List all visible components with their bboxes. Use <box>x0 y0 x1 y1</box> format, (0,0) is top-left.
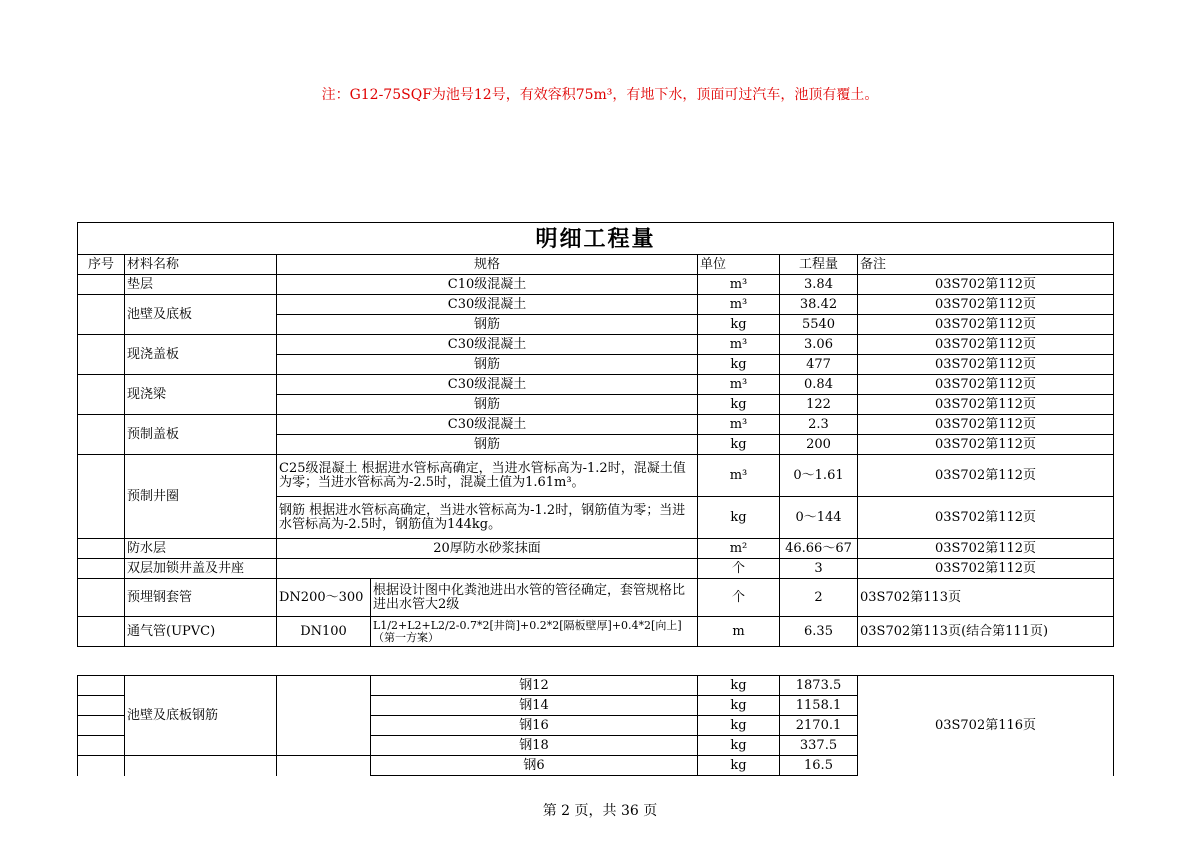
row-material: 池壁及底板 <box>125 295 277 335</box>
row-material: 垫层 <box>125 275 277 295</box>
row-unit: 个 <box>698 559 780 579</box>
table-row <box>78 415 1114 435</box>
row-unit: kg <box>698 756 780 776</box>
row-spec: 钢6 <box>371 756 698 776</box>
row-remark: 03S702第112页 <box>858 455 1114 497</box>
row-unit: kg <box>698 355 780 375</box>
row-qty: 2 <box>780 579 858 617</box>
table-row <box>78 375 1114 395</box>
row-spec: C30级混凝土 <box>277 415 698 435</box>
row-material: 通气管(UPVC) <box>125 617 277 647</box>
row-no <box>78 415 125 455</box>
row-no <box>78 559 125 579</box>
row-qty: 0～144 <box>780 497 858 539</box>
row-no <box>78 617 125 647</box>
rebar-table <box>77 675 1114 776</box>
table-row <box>78 275 1114 295</box>
row-qty: 3 <box>780 559 858 579</box>
row-qty: 2.3 <box>780 415 858 435</box>
row-spec: C30级混凝土 <box>277 295 698 315</box>
row-spec: 钢筋 <box>277 315 698 335</box>
row-spec: 钢14 <box>371 696 698 716</box>
row-unit: kg <box>698 696 780 716</box>
header-spec: 规格 <box>277 255 698 275</box>
row-no <box>78 335 125 375</box>
row-unit: kg <box>698 736 780 756</box>
row-unit: kg <box>698 435 780 455</box>
row-unit: m <box>698 617 780 647</box>
row-unit: kg <box>698 497 780 539</box>
row-unit: kg <box>698 315 780 335</box>
row-no <box>78 696 125 716</box>
table-row <box>78 539 1114 559</box>
row-no <box>78 275 125 295</box>
row-remark: 03S702第112页 <box>858 275 1114 295</box>
row-no <box>78 539 125 559</box>
row-remark: 03S702第112页 <box>858 315 1114 335</box>
row-remark: 03S702第112页 <box>858 415 1114 435</box>
row-material: 池壁及底板钢筋 <box>125 676 277 756</box>
row-unit: kg <box>698 716 780 736</box>
row-material: 预制盖板 <box>125 415 277 455</box>
row-no <box>78 295 125 335</box>
table-title: 明细工程量 <box>78 223 1114 255</box>
header-unit: 单位 <box>698 255 780 275</box>
row-qty: 5540 <box>780 315 858 335</box>
table-row <box>78 579 1114 617</box>
row-unit: m³ <box>698 375 780 395</box>
row-remark: 03S702第112页 <box>858 559 1114 579</box>
row-material: 预制井圈 <box>125 455 277 539</box>
row-remark: 03S702第113页(结合第111页) <box>858 617 1114 647</box>
row-spec-size <box>277 676 371 756</box>
row-spec-detail: L1/2+L2+L2/2-0.7*2[井筒]+0.2*2[隔板壁厚]+0.4*2[向上]（第一方案） <box>371 617 698 647</box>
row-spec: 钢筋 <box>277 435 698 455</box>
row-remark: 03S702第112页 <box>858 355 1114 375</box>
header-material: 材料名称 <box>125 255 277 275</box>
row-unit: m² <box>698 539 780 559</box>
row-spec-size <box>277 756 371 776</box>
row-spec: C30级混凝土 <box>277 335 698 355</box>
row-no <box>78 455 125 539</box>
row-spec-size: DN200～300 <box>277 579 371 617</box>
row-spec: 钢筋 <box>277 355 698 375</box>
row-unit: 个 <box>698 579 780 617</box>
header-qty: 工程量 <box>780 255 858 275</box>
row-remark: 03S702第112页 <box>858 539 1114 559</box>
row-unit: kg <box>698 395 780 415</box>
row-spec-detail: 根据设计图中化粪池进出水管的管径确定，套管规格比进出水管大2级 <box>371 579 698 617</box>
row-unit: m³ <box>698 295 780 315</box>
row-qty: 2170.1 <box>780 716 858 736</box>
table-row <box>78 335 1114 355</box>
detail-quantity-table <box>77 222 1114 647</box>
row-qty: 3.84 <box>780 275 858 295</box>
row-qty: 200 <box>780 435 858 455</box>
row-remark: 03S702第116页 <box>858 676 1114 776</box>
row-remark: 03S702第112页 <box>858 295 1114 315</box>
header-no: 序号 <box>78 255 125 275</box>
row-material: 现浇盖板 <box>125 335 277 375</box>
row-no <box>78 756 125 776</box>
row-material <box>125 756 277 776</box>
header-remark: 备注 <box>858 255 1114 275</box>
row-spec: C10级混凝土 <box>277 275 698 295</box>
row-remark: 03S702第112页 <box>858 497 1114 539</box>
row-remark: 03S702第112页 <box>858 395 1114 415</box>
row-unit: m³ <box>698 275 780 295</box>
table-row <box>78 455 1114 497</box>
row-material: 双层加锁井盖及井座 <box>125 559 277 579</box>
row-no <box>78 716 125 736</box>
row-qty: 46.66～67 <box>780 539 858 559</box>
row-qty: 3.06 <box>780 335 858 355</box>
row-material: 预埋钢套管 <box>125 579 277 617</box>
row-qty: 38.42 <box>780 295 858 315</box>
row-qty: 337.5 <box>780 736 858 756</box>
table-row <box>78 617 1114 647</box>
row-unit: kg <box>698 676 780 696</box>
row-remark: 03S702第113页 <box>858 579 1114 617</box>
row-spec: 钢16 <box>371 716 698 736</box>
row-spec: 钢12 <box>371 676 698 696</box>
row-no <box>78 676 125 696</box>
row-spec: C25级混凝土 根据进水管标高确定，当进水管标高为-1.2时，混凝土值为零；当进水管标高为-2.5时，混凝土值为1.61m³。 <box>277 455 698 497</box>
row-spec <box>277 559 698 579</box>
table-row <box>78 295 1114 315</box>
row-remark: 03S702第112页 <box>858 435 1114 455</box>
table-row <box>78 676 1114 696</box>
row-material: 防水层 <box>125 539 277 559</box>
page-footer: 第 2 页，共 36 页 <box>542 803 658 819</box>
row-qty: 0～1.61 <box>780 455 858 497</box>
table-row <box>78 559 1114 579</box>
row-no <box>78 375 125 415</box>
row-spec: 20厚防水砂浆抹面 <box>277 539 698 559</box>
row-qty: 6.35 <box>780 617 858 647</box>
row-qty: 122 <box>780 395 858 415</box>
header-row <box>78 255 1114 275</box>
row-qty: 477 <box>780 355 858 375</box>
row-qty: 16.5 <box>780 756 858 776</box>
row-spec: 钢18 <box>371 736 698 756</box>
row-remark: 03S702第112页 <box>858 335 1114 355</box>
row-qty: 1158.1 <box>780 696 858 716</box>
row-spec-size: DN100 <box>277 617 371 647</box>
row-unit: m³ <box>698 455 780 497</box>
note-text: 注：G12-75SQF为池号12号，有效容积75m³，有地下水，顶面可过汽车，池顶有覆土。 <box>321 87 879 103</box>
row-qty: 0.84 <box>780 375 858 395</box>
row-qty: 1873.5 <box>780 676 858 696</box>
row-unit: m³ <box>698 415 780 435</box>
row-unit: m³ <box>698 335 780 355</box>
row-material: 现浇梁 <box>125 375 277 415</box>
row-no <box>78 579 125 617</box>
row-no <box>78 736 125 756</box>
row-spec: 钢筋 <box>277 395 698 415</box>
row-remark: 03S702第112页 <box>858 375 1114 395</box>
row-spec: C30级混凝土 <box>277 375 698 395</box>
row-spec: 钢筋 根据进水管标高确定，当进水管标高为-1.2时，钢筋值为零；当进水管标高为-2.5时，钢筋值为144kg。 <box>277 497 698 539</box>
